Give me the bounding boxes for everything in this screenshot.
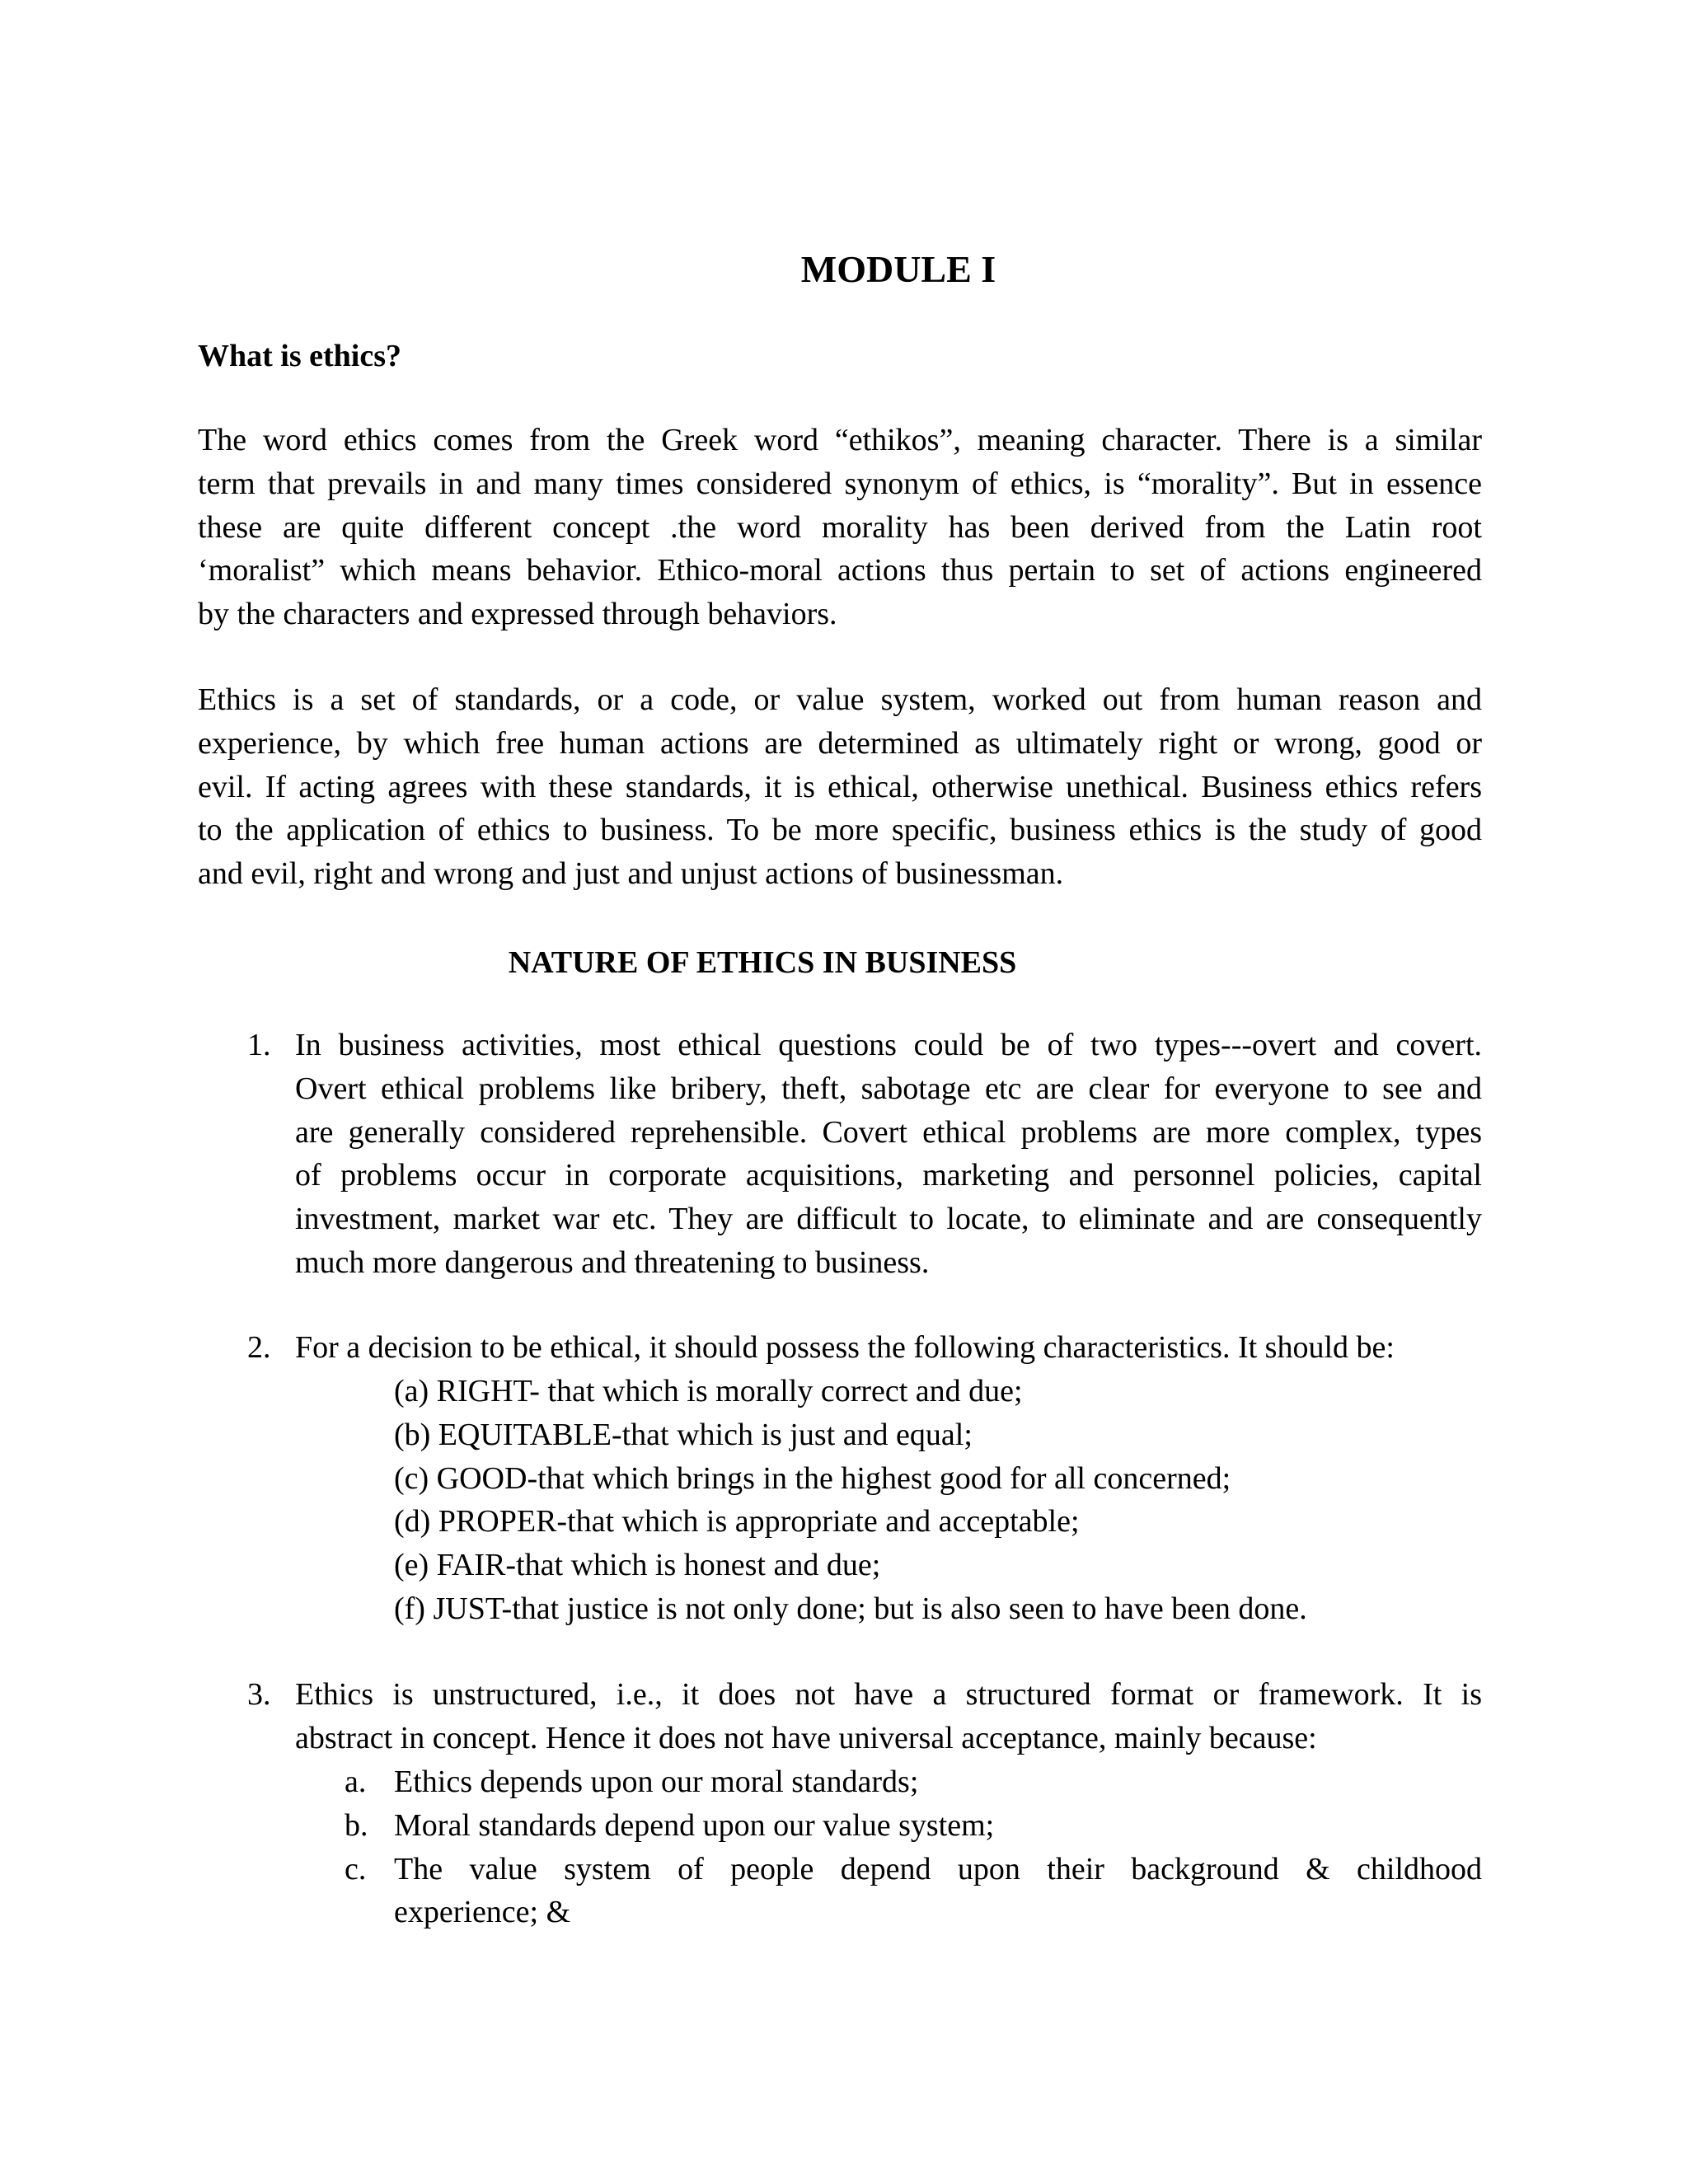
paragraph-ethics-definition: [198, 678, 1482, 896]
text-line: by the characters and expressed through behaviors.: [198, 597, 837, 632]
sublist-item: (a) RIGHT- that which is morally correct and due;: [394, 1374, 1023, 1408]
list-number: 2.: [247, 1330, 271, 1365]
text-line: abstract in concept. Hence it does not have universal acceptance, mainly because:: [295, 1720, 1317, 1755]
text-line: are generally considered reprehensible. Covert ethical problems are more complex, types: [295, 1114, 1482, 1150]
text-line: Moral standards depend upon our value system;: [394, 1807, 995, 1843]
characteristics-sublist: [394, 1370, 1307, 1631]
list-item-text: [295, 1024, 1482, 1285]
sublist-item-a: [0, 1760, 1688, 1804]
text-line: experience; &: [394, 1895, 571, 1930]
text-line: ‘moralist” which means behavior. Ethico-moral actions thus pertain to set of actions engineered: [198, 553, 1482, 588]
sublist-text: [394, 1848, 1482, 1935]
sublist-item: (d) PROPER-that which is appropriate and acceptable;: [394, 1504, 1080, 1540]
text-line: to the application of ethics to business. To be more specific, business ethics is the study of good: [198, 813, 1482, 848]
text-line: For a decision to be ethical, it should possess the following characteristics. It should be:: [295, 1330, 1395, 1365]
text-line: investment, market war etc. They are difficult to locate, to eliminate and are consequently: [295, 1202, 1482, 1237]
text-line: evil. If acting agrees with these standards, it is ethical, otherwise unethical. Business ethics refers: [198, 769, 1482, 804]
section-title-nature-of-ethics: NATURE OF ETHICS IN BUSINESS: [508, 945, 1017, 980]
text-line: term that prevails in and many times considered synonym of ethics, is “morality”. But in essence: [198, 466, 1482, 501]
sublist-letter: b.: [345, 1807, 368, 1843]
sublist-item-b: [0, 1804, 1688, 1848]
text-line: these are quite different concept .the word morality has been derived from the Latin root: [198, 509, 1482, 545]
sublist-text: [394, 1760, 1482, 1804]
text-line: Overt ethical problems like bribery, theft, sabotage etc are clear for everyone to see and: [295, 1071, 1482, 1106]
text-line: Ethics depends upon our moral standards;: [394, 1765, 919, 1799]
text-line: Ethics is unstructured, i.e., it does not have a structured format or framework. It is: [295, 1677, 1482, 1712]
sublist-letter: a.: [345, 1765, 367, 1799]
list-item-text: [295, 1673, 1482, 1760]
text-line: of problems occur in corporate acquisitions, marketing and personnel policies, capital: [295, 1158, 1482, 1193]
section-heading-what-is-ethics: What is ethics?: [198, 339, 401, 373]
paragraph-ethics-origin: [198, 419, 1482, 636]
text-line: and evil, right and wrong and just and unjust actions of businessman.: [198, 856, 1064, 892]
sublist-item: (f) JUST-that justice is not only done; but is also seen to have been done.: [394, 1591, 1307, 1626]
list-item-text: [295, 1326, 1482, 1370]
sublist-item: (b) EQUITABLE-that which is just and equal;: [394, 1417, 973, 1452]
module-title: MODULE I: [800, 248, 996, 290]
reasons-sublist: [0, 1760, 1688, 1934]
text-line: In business activities, most ethical questions could be of two types---overt and covert.: [295, 1028, 1482, 1062]
text-line: experience, by which free human actions are determined as ultimately right or wrong, good or: [198, 725, 1482, 761]
sublist-text: [394, 1804, 1482, 1848]
text-line: Ethics is a set of standards, or a code, or value system, worked out from human reason and: [198, 682, 1482, 717]
sublist-letter: c.: [345, 1851, 367, 1886]
sublist-item: (c) GOOD-that which brings in the highest good for all concerned;: [394, 1460, 1231, 1496]
sublist-item-c: [0, 1848, 1688, 1935]
text-line: The value system of people depend upon their background & childhood: [394, 1851, 1482, 1886]
list-number: 3.: [247, 1677, 271, 1712]
text-line: much more dangerous and threatening to business.: [295, 1244, 930, 1280]
list-number: 1.: [247, 1028, 271, 1062]
text-line: The word ethics comes from the Greek word “ethikos”, meaning character. There is a similar: [198, 423, 1482, 457]
sublist-item: (e) FAIR-that which is honest and due;: [394, 1548, 881, 1583]
